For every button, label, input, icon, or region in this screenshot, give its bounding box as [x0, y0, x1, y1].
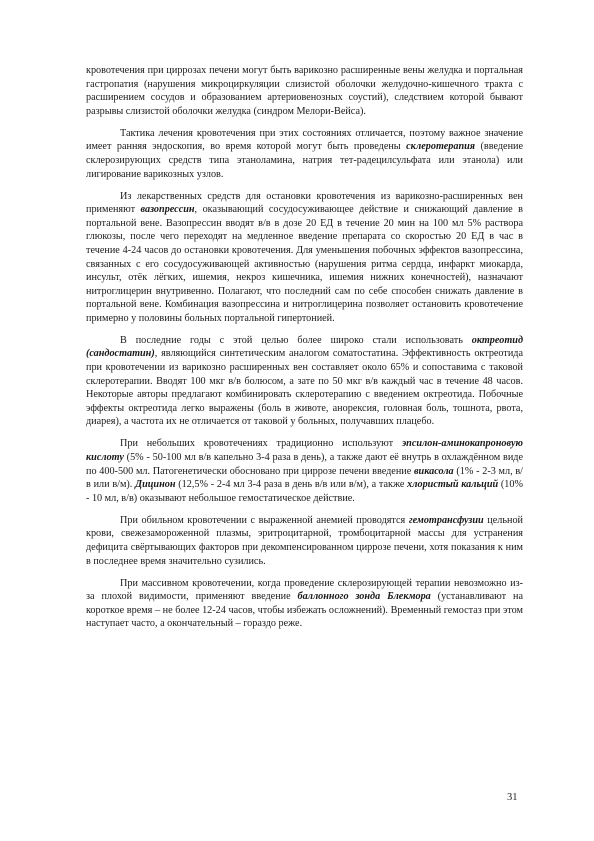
- emphasis-term: баллонного зонда Блекмора: [297, 591, 431, 603]
- paragraph-text: Тактика лечения кровотечения при этих состояниях отличается, поэтому важное значение имеет ранняя эндоскопия, во время которой могут быть проведены: [86, 127, 523, 153]
- emphasis-term: вазопрессин: [140, 204, 195, 216]
- paragraph-text: кровотечения при циррозах печени могут быть варикозно расширенные вены желудка и портальная гастропатия (нарушения микроциркуляции слизистой оболочки желудочно-кишечного тракта с расширением сосудов и образованием артериовенозных соустий), следствием которой бывают разрывы слизистой оболочки желудка (синдром Мелори-Вейса).: [86, 65, 523, 117]
- paragraph-text: , являющийся синтетическим аналогом соматостатина. Эффективность октреотида при кровотечении из варикозно расширенных вен составляет около 65% и сопоставима с таковой склеротерапии. Вводят 100 мкг в/в болюсом, а зате по 50 мкг в/в каждый час в течение 48 часов. Некоторые авторы предлагают комбинировать склеротерапию с введением октреотида. Побочные эффекты октреотида легко выражены (боль в животе, анорексия, головная боль, тошнота, рвота, диарея), а частота их не отличается от таковой у больных, получавших плацебо.: [86, 348, 523, 428]
- emphasis-term: гемотрансфузии: [408, 514, 484, 526]
- paragraph-text: цельной крови, свежезамороженной плазмы, эритроцитарной, тромбоцитарной массы для устранения дефицита свёртывающих факторов при декомпенсированном циррозе печени, хотя показания к ним в последнее время значительно сузились.: [86, 514, 523, 567]
- page-number: 31: [507, 792, 518, 803]
- emphasis-term: склеротерапия: [406, 141, 476, 153]
- paragraph-text: (введение склерозирующих средств типа этаноламина, натрия тет-радецилсульфата или этанола) или лигирование варикозных узлов.: [86, 141, 523, 180]
- paragraph-text: При массивном кровотечении, когда проведение склерозирующей терапии невозможно из-за плохой видимости, применяют введение: [86, 577, 523, 603]
- paragraph-6: [86, 514, 523, 568]
- paragraph-4: [86, 334, 523, 429]
- paragraph-1: [86, 64, 523, 118]
- emphasis-term: эпсилон-аминокапроновую кислоту: [86, 438, 523, 463]
- paragraph-2: [86, 127, 523, 181]
- paragraph-5: [86, 437, 523, 505]
- paragraph-text: (устанавливают на короткое время – не более 12-24 часов, чтобы избежать осложнений). Временный гемостаз при этом наступает часто, а окончательный – гораздо реже.: [86, 591, 523, 630]
- paragraph-text: (1% - 2-3 мл, в/в или в/м).: [86, 465, 523, 491]
- paragraph-text: (5% - 50-100 мл в/в капельно 3-4 раза в день), а также дают её внутрь в охлаждённом виде по 400-500 мл. Патогенетически обосновано при циррозе печени введение: [86, 452, 523, 477]
- emphasis-term: Дицинон: [135, 479, 176, 491]
- paragraph-3: [86, 190, 523, 326]
- paragraph-text: В последние годы с этой целью более широко стали использовать: [120, 334, 472, 346]
- paragraph-7: [86, 577, 523, 631]
- emphasis-term: викасола: [414, 465, 454, 477]
- paragraph-text: , оказывающий сосудосуживающее действие и снижающий давление в портальной вене. Вазопрессин вводят в/в в дозе 20 ЕД в течение 20 мин на 100 мл 5% раствора глюкозы, после чего переходят на медленное введение препарата со скоростью 20 ЕД в час в течение 4-24 часов до остановки кровотечения. Для уменьшения побочных эффектов вазопрессина, связанных с его сосудосуживающей активностью (нарушения ритма сердца, инфаркт миокарда, инсульт, отёк лёгких, ишемия, некроз кишечника, ишемия нижних конечностей), назначают нитроглицерин внутривенно. Полагают, что последний сам по себе способен снижать давление в портальной вене. Комбинация вазопрессина и нитроглицерина позволяет остановить кровотечение примерно у половины больных портальной гипертонией.: [86, 204, 523, 324]
- paragraph-text: Из лекарственных средств для остановки кровотечения из варикозно-расширенных вен применяют: [86, 190, 523, 216]
- paragraph-text: При небольших кровотечениях традиционно используют: [120, 438, 402, 450]
- emphasis-term: хлористый кальций: [407, 479, 499, 491]
- paragraph-text: (10% - 10 мл, в/в) оказывают небольшое гемостатическое действие.: [86, 479, 523, 504]
- paragraph-text: При обильном кровотечении с выраженной анемией проводятся: [120, 514, 409, 526]
- emphasis-term: октреотид (сандостатин): [86, 334, 523, 360]
- document-page: [86, 64, 523, 639]
- paragraph-text: (12,5% - 2-4 мл 3-4 раза в день в/в или в/м), а также: [175, 479, 408, 491]
